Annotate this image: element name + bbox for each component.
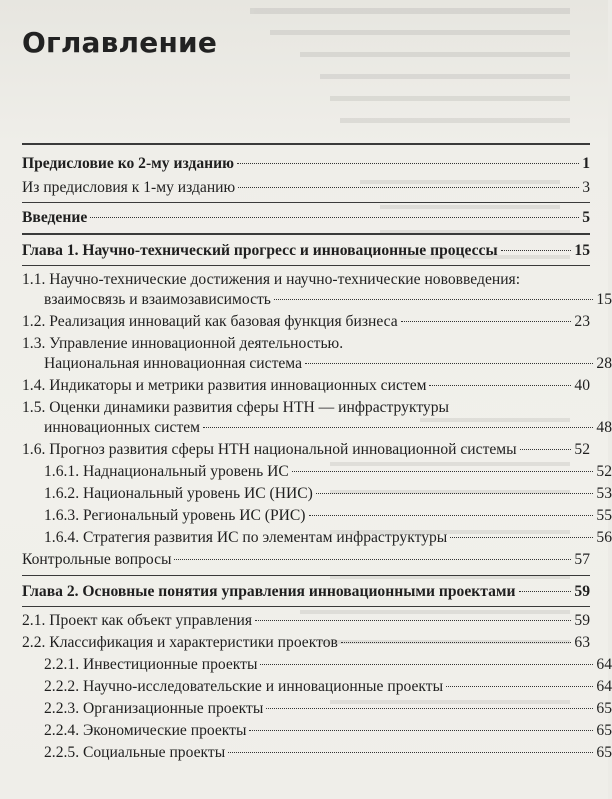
toc-entry-title-line2: инновационных систем: [44, 418, 201, 436]
toc-entry-page: 65: [596, 744, 612, 762]
dot-leader: [519, 591, 572, 592]
dot-leader: [316, 493, 594, 494]
toc-entry-title: Контрольные вопросы: [22, 550, 172, 568]
toc-entry-page: 52: [574, 440, 590, 458]
top-divider: [22, 143, 590, 145]
toc-entry-chapter-2[interactable]: [22, 582, 590, 602]
toc-entry-page: 48: [596, 418, 612, 436]
toc-entry-chapter-1[interactable]: [22, 241, 590, 261]
toc-entry-page: 1: [582, 155, 590, 172]
dot-leader: [266, 708, 593, 709]
toc-entry-title: 1.4. Индикаторы и метрики развития инновационных систем: [22, 376, 427, 394]
toc-entry-page: 53: [596, 484, 612, 502]
toc-entry-page: 65: [596, 722, 612, 740]
dot-leader: [305, 363, 593, 364]
toc-entry-title-line1: 1.5. Оценки динамики развития сферы НТН — инфраструктуры: [22, 398, 450, 416]
toc-entry-title: Из предисловия к 1-му изданию: [22, 179, 236, 196]
toc-entry-page: 55: [596, 506, 612, 524]
dot-leader: [228, 752, 593, 753]
toc-entry-page: 65: [596, 700, 612, 718]
toc-entry-page: 15: [596, 290, 612, 308]
toc-entry-1-6-3[interactable]: [22, 506, 612, 526]
toc-entry-title-line1: 1.1. Научно-технические достижения и научно-технические нововведения:: [22, 270, 521, 288]
toc-entry-1-6-2[interactable]: [22, 484, 612, 504]
dot-leader: [309, 515, 594, 516]
toc-entry-page: 52: [596, 462, 612, 480]
toc-entry-1-6[interactable]: [22, 440, 590, 460]
toc-entry-1-2[interactable]: [22, 312, 590, 332]
toc-entry-page: 23: [574, 312, 590, 330]
dot-leader: [401, 321, 572, 322]
toc-entry-title: 1.6. Прогноз развития сферы НТН национальной инновационной системы: [22, 440, 517, 458]
toc-entry-1-1[interactable]: [22, 270, 612, 310]
toc-entry-page: 3: [582, 179, 590, 196]
toc-entry-page: 63: [574, 634, 590, 652]
toc-entry-1-6-1[interactable]: [22, 462, 612, 482]
toc-entry-1-5[interactable]: [22, 398, 612, 438]
toc-entry-title: Предисловие ко 2-му изданию: [22, 155, 235, 172]
dot-leader: [255, 620, 571, 621]
dot-leader: [292, 471, 594, 472]
toc-entry-1-6-4[interactable]: [22, 528, 612, 548]
toc-entry-title: 2.2.5. Социальные проекты: [44, 744, 226, 762]
toc-entry-title: 2.2.2. Научно-исследовательские и инновационные проекты: [44, 678, 444, 696]
toc-entry-title-line1: 1.3. Управление инновационной деятельностью.: [22, 334, 344, 352]
toc-entry-2-2-4[interactable]: [22, 721, 612, 741]
dot-leader: [274, 299, 593, 300]
toc-entry-1-3[interactable]: [22, 334, 612, 374]
toc-entry-introduction[interactable]: [22, 208, 590, 228]
toc-entry-title: 2.2.3. Организационные проекты: [44, 700, 264, 718]
toc-entry-2-2-2[interactable]: [22, 677, 612, 697]
dot-leader: [174, 559, 571, 560]
toc-entry-title: Глава 1. Научно-технический прогресс и инновационные процессы: [22, 241, 498, 259]
toc-entry-title: 2.1. Проект как объект управления: [22, 612, 253, 630]
toc-entry-preface-2[interactable]: [22, 154, 590, 174]
toc-entry-page: 5: [582, 209, 590, 227]
toc-entry-2-2-1[interactable]: [22, 655, 612, 675]
toc-entry-title: 2.2. Классификация и характеристики проектов: [22, 634, 338, 652]
toc-entry-page: 28: [596, 354, 612, 372]
toc-entry-page: 40: [574, 376, 590, 394]
toc-entry-title: 1.2. Реализация инноваций как базовая функция бизнеса: [22, 312, 398, 330]
toc-entry-title: 2.2.4. Экономические проекты: [44, 722, 247, 740]
toc-entry-title: 1.6.4. Стратегия развития ИС по элементам инфраструктуры: [44, 528, 448, 546]
toc-entry-page: 59: [574, 583, 590, 601]
toc-entry-2-2-3[interactable]: [22, 699, 612, 719]
toc-entry-review-questions-1[interactable]: [22, 550, 590, 570]
dot-leader: [260, 664, 593, 665]
toc-entry-page: 57: [574, 550, 590, 568]
toc-entry-2-2[interactable]: [22, 633, 590, 653]
dot-leader: [203, 427, 593, 428]
toc-entry-title: 1.6.3. Региональный уровень ИС (РИС): [44, 506, 306, 524]
dot-leader: [237, 163, 579, 164]
toc-entry-2-1[interactable]: [22, 611, 590, 631]
toc-entry-page: 56: [596, 528, 612, 546]
dot-leader: [446, 686, 593, 687]
toc-entry-title: Введение: [22, 209, 88, 227]
toc-entry-title: 2.2.1. Инвестиционные проекты: [44, 656, 258, 674]
dot-leader: [341, 642, 572, 643]
toc-entry-page: 15: [574, 241, 590, 259]
toc-entry-page: 59: [574, 612, 590, 630]
toc-entry-page: 64: [596, 656, 612, 674]
toc-entry-title-line2: Национальная инновационная система: [44, 354, 302, 372]
dot-leader: [450, 537, 593, 538]
dot-leader: [249, 730, 593, 731]
dot-leader: [501, 250, 572, 251]
toc-entry-page: 64: [596, 678, 612, 696]
toc-entry-preface-1[interactable]: [22, 178, 590, 198]
dot-leader: [90, 217, 579, 218]
toc-entry-title: Глава 2. Основные понятия управления инновационными проектами: [22, 583, 516, 601]
dot-leader: [238, 187, 579, 188]
toc-entry-title: 1.6.2. Национальный уровень ИС (НИС): [44, 484, 313, 502]
table-of-contents: [22, 150, 612, 763]
toc-entry-1-4[interactable]: [22, 376, 590, 396]
toc-entry-2-2-5[interactable]: [22, 743, 612, 763]
toc-entry-title-line2: взаимосвязь и взаимозависимость: [44, 290, 271, 308]
toc-entry-title: 1.6.1. Наднациональный уровень ИС: [44, 462, 289, 480]
page-title: Оглавление: [22, 26, 218, 59]
dot-leader: [429, 385, 571, 386]
dot-leader: [520, 449, 572, 450]
